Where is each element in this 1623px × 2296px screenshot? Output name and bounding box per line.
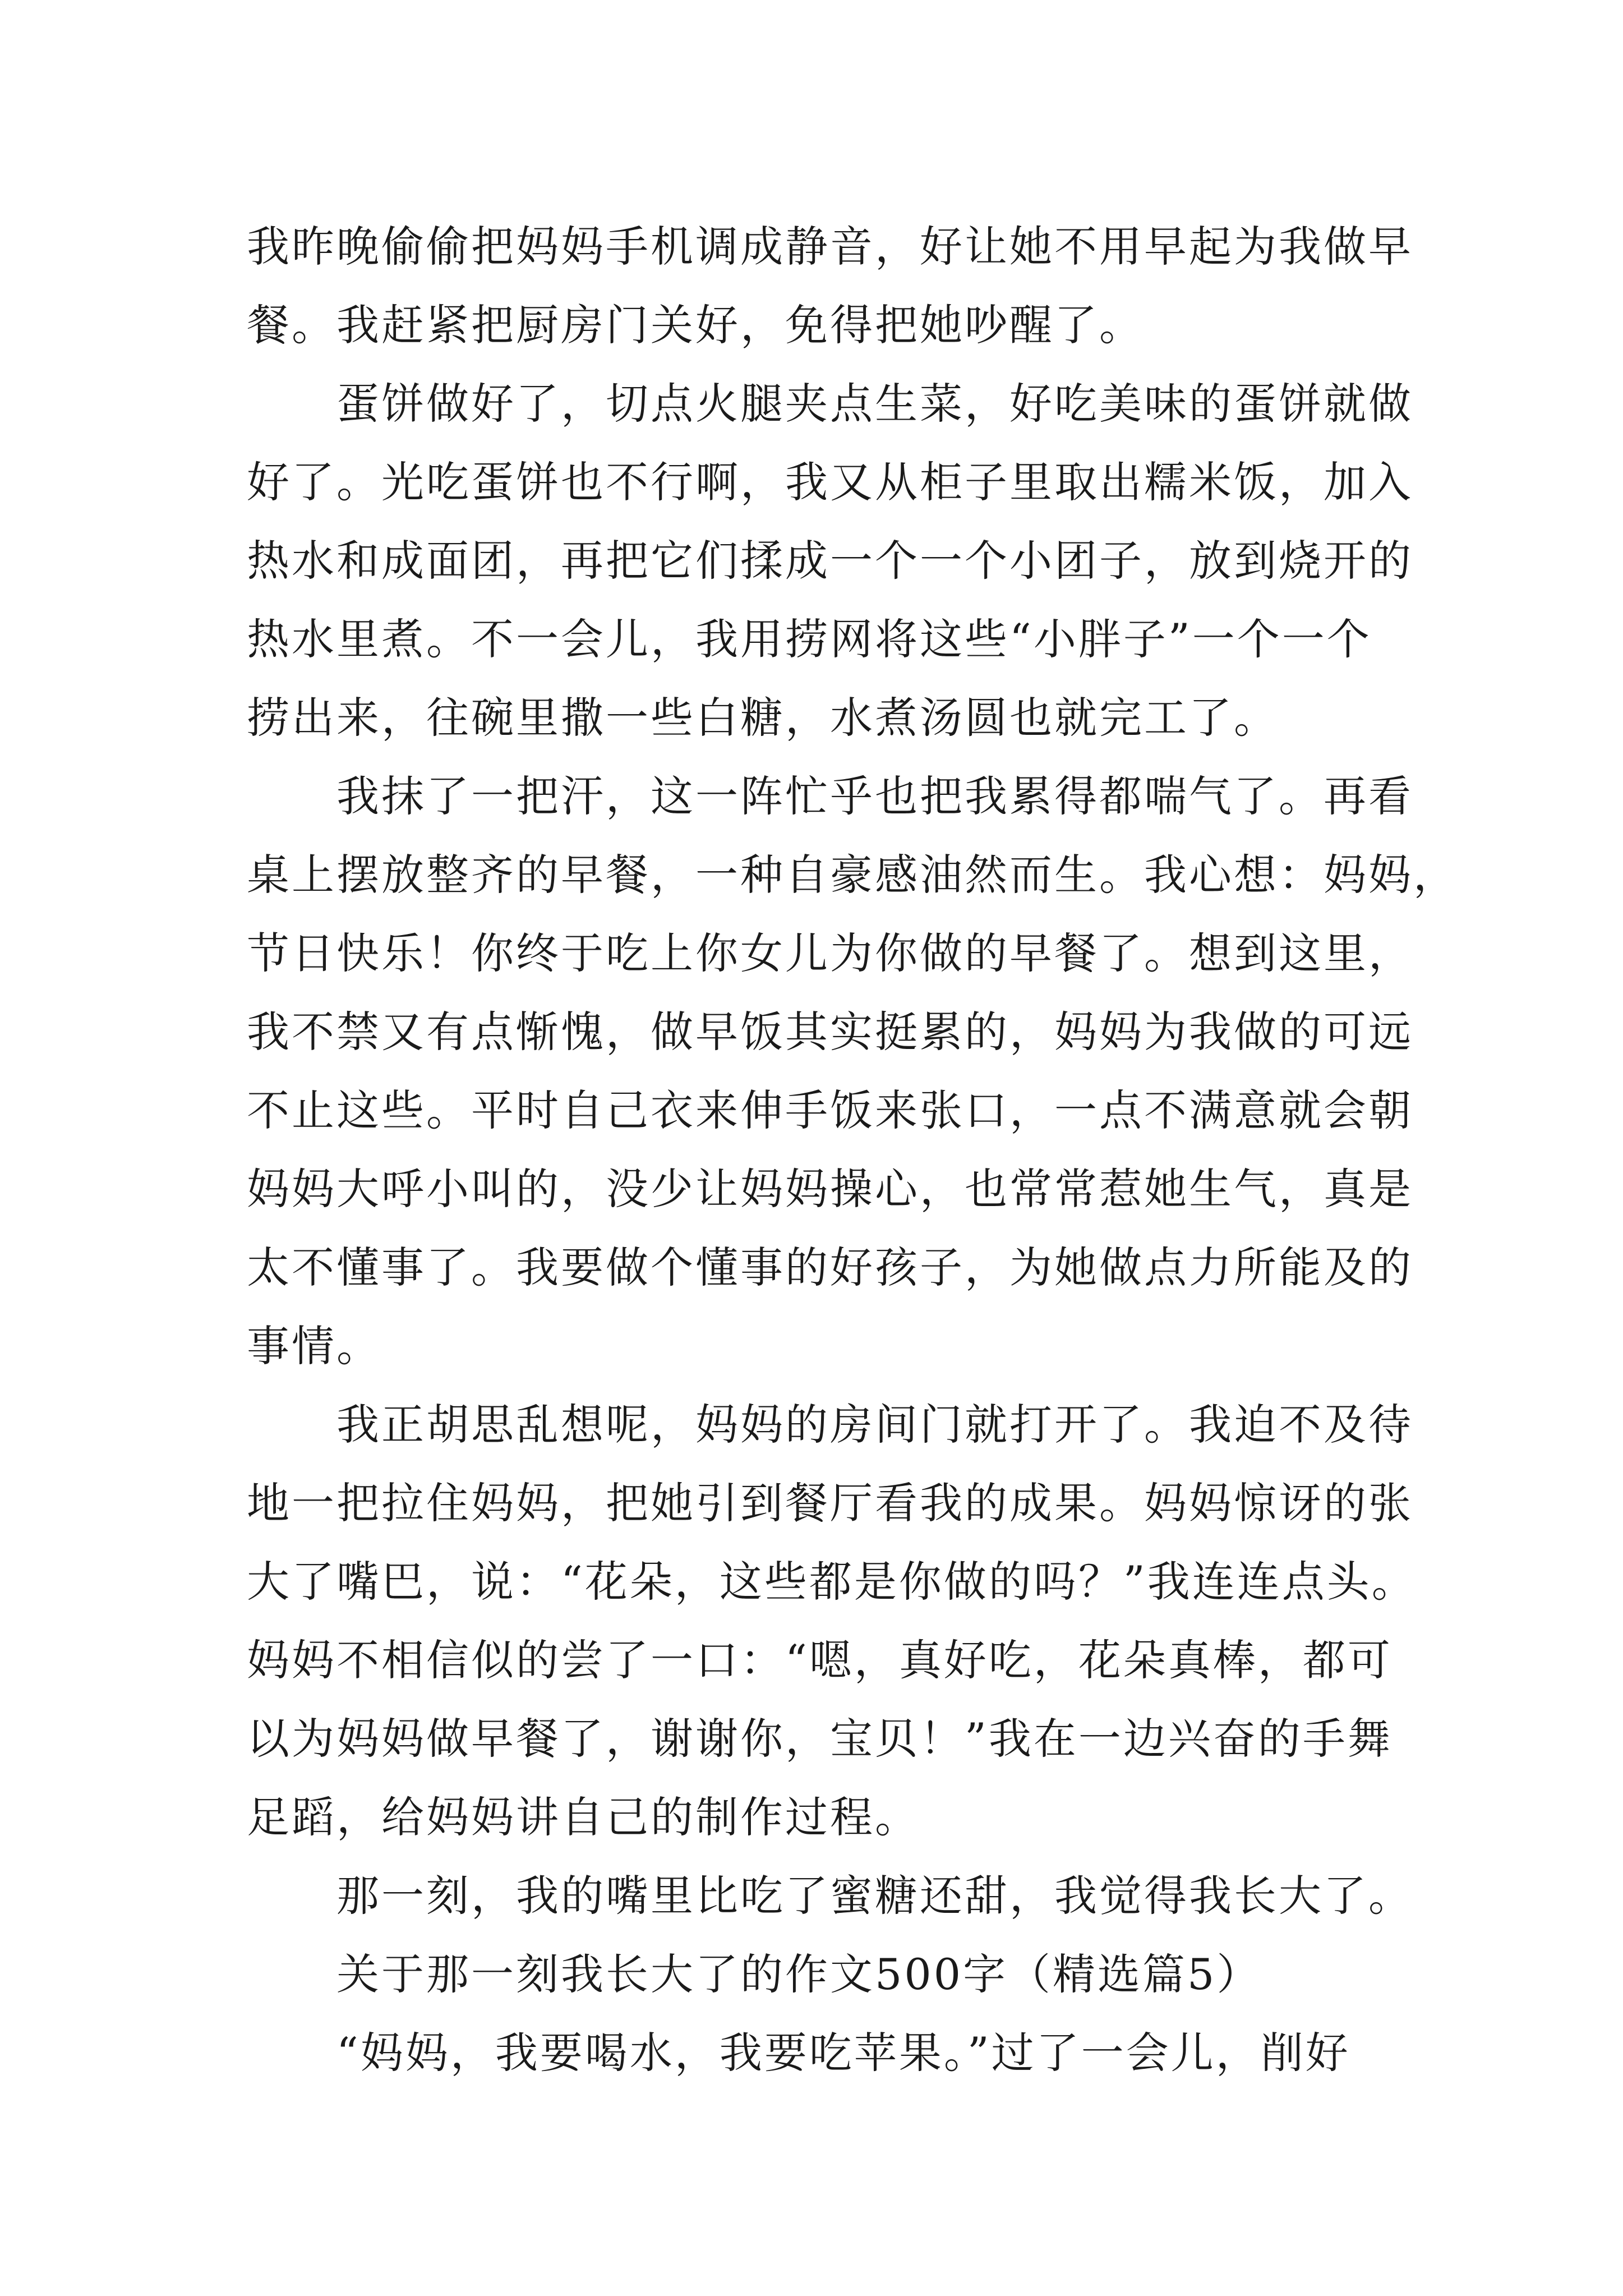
text-line: 大了嘴巴，说：“花朵，这些都是你做的吗？”我连连点头。: [247, 1557, 1417, 1607]
text-line: 热水和成面团，再把它们揉成一个一个小团子，放到烧开的: [247, 536, 1413, 586]
text-line: 足蹈，给妈妈讲自己的制作过程。: [247, 1792, 920, 1842]
text-line: 地一把拉住妈妈，把她引到餐厅看我的成果。妈妈惊讶的张: [247, 1478, 1413, 1528]
text-line: 我不禁又有点惭愧，做早饭其实挺累的，妈妈为我做的可远: [247, 1007, 1413, 1057]
text-line: 事情。: [247, 1321, 381, 1371]
text-line: 妈妈大呼小叫的，没少让妈妈操心，也常常惹她生气，真是: [247, 1164, 1413, 1214]
text-line: 太不懂事了。我要做个懂事的好孩子，为她做点力所能及的: [247, 1243, 1413, 1292]
text-line: 捞出来，往碗里撒一些白糖，水煮汤圆也就完工了。: [247, 693, 1279, 743]
text-line: 好了。光吃蛋饼也不行啊，我又从柜子里取出糯米饭，加入: [247, 457, 1413, 507]
text-line: 热水里煮。不一会儿，我用捞网将这些“小胖子”一个一个: [247, 614, 1372, 664]
text-line: 以为妈妈做早餐了，谢谢你，宝贝！”我在一边兴奋的手舞: [247, 1714, 1393, 1764]
essay-body: [247, 208, 1458, 2092]
text-line: 节日快乐！你终于吃上你女儿为你做的早餐了。想到这里，: [247, 928, 1413, 978]
paragraph-start-line: 我抹了一把汗，这一阵忙乎也把我累得都喘气了。再看: [336, 771, 1413, 821]
text-line: 餐。我赶紧把厨房门关好，免得把她吵醒了。: [247, 300, 1144, 350]
text-line: 我昨晚偷偷把妈妈手机调成静音，好让她不用早起为我做早: [247, 222, 1413, 272]
text-line: 妈妈不相信似的尝了一口：“嗯，真好吃，花朵真棒，都可: [247, 1635, 1393, 1685]
text-line: 不止这些。平时自己衣来伸手饭来张口，一点不满意就会朝: [247, 1085, 1413, 1135]
paragraph-start-line: “妈妈，我要喝水，我要吃苹果。”过了一会儿，削好: [336, 2028, 1350, 2078]
text-line: 桌上摆放整齐的早餐，一种自豪感油然而生。我心想：妈妈，: [247, 850, 1458, 900]
section-heading: 关于那一刻我长大了的作文500字（精选篇5）: [336, 1949, 1262, 1999]
paragraph-start-line: 我正胡思乱想呢，妈妈的房间门就打开了。我迫不及待: [336, 1400, 1413, 1450]
paragraph-start-line: 那一刻，我的嘴里比吃了蜜糖还甜，我觉得我长大了。: [336, 1871, 1413, 1921]
paragraph-start-line: 蛋饼做好了，切点火腿夹点生菜，好吃美味的蛋饼就做: [336, 379, 1413, 429]
